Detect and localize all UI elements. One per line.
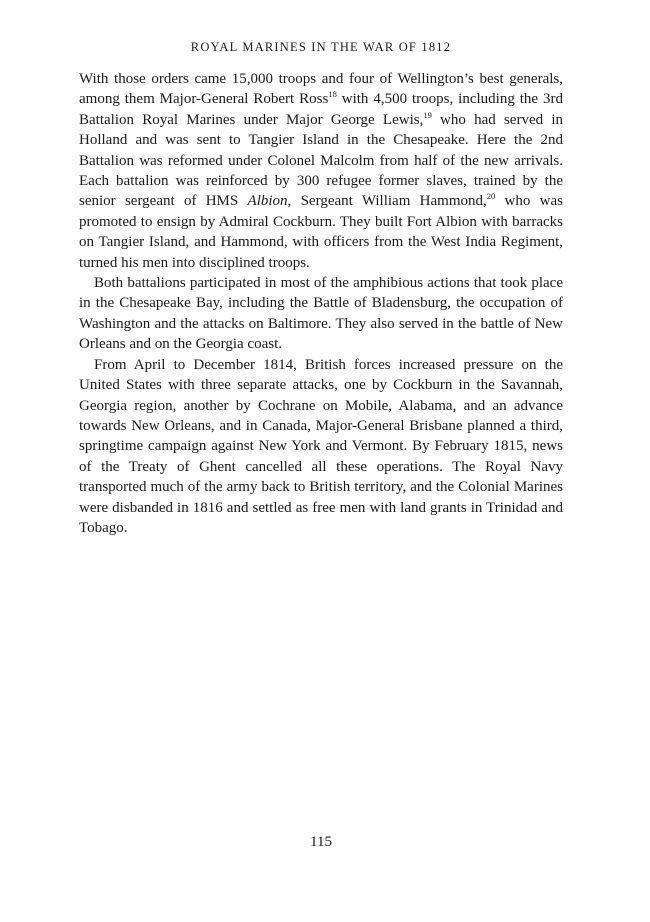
paragraph-1-text-a: With those orders came 15,000 troops and four of Wellington’s best generals, among them Major-General Robert Ross	[79, 71, 563, 108]
running-head: ROYAL MARINES IN THE WAR OF 1812	[190, 40, 452, 54]
body-text	[79, 69, 563, 538]
footnote-ref-19: 19	[423, 109, 432, 120]
ship-name: Albion	[247, 193, 288, 210]
page-number: 115	[310, 834, 332, 850]
footnote-ref-18: 18	[328, 89, 337, 100]
paragraph-1	[79, 69, 563, 273]
paragraph-1-text-b: with 4,500 troops, including the 3rd Battalion Royal Marines under Major George Lewis,	[79, 91, 563, 128]
paragraph-1-text-e: who was promoted to ensign by Admiral Cockburn. They built Fort Albion with barracks on Tangier Island, and Hammond, with officers from the West India Regiment, turned his men into disciplined troops.	[79, 193, 563, 271]
paragraph-3: From April to December 1814, British forces increased pressure on the United States with three separate attacks, one by Cockburn in the Savannah, Georgia region, another by Cochrane on Mobile, Alabama, and an advance towards New Orleans, and in Canada, Major-General Brisbane planned a third, springtime campaign against New York and Vermont. By February 1815, news of the Treaty of Ghent cancelled all these operations. The Royal Navy transported much of the army back to British territory, and the Colonial Marines were disbanded in 1816 and settled as free men with land grants in Trinidad and Tobago.	[79, 356, 563, 536]
paragraph-2: Both battalions participated in most of the amphibious actions that took place in the Chesapeake Bay, including the Battle of Bladensburg, the occupation of Washington and the attacks on Baltimore. They also served in the battle of New Orleans and on the Georgia coast.	[79, 275, 563, 353]
paragraph-1-text-c: who had served in Holland and was sent to Tangier Island in the Chesapeake. Here the 2nd Battalion was reformed under Colonel Malcolm from half of the new arrivals. Each battalion was reinforced by 300 refugee former slaves, trained by the senior sergeant of HMS	[79, 111, 563, 210]
paragraph-1-text-d: , Sergeant William Hammond,	[287, 193, 487, 210]
footnote-ref-20: 20	[486, 191, 496, 202]
